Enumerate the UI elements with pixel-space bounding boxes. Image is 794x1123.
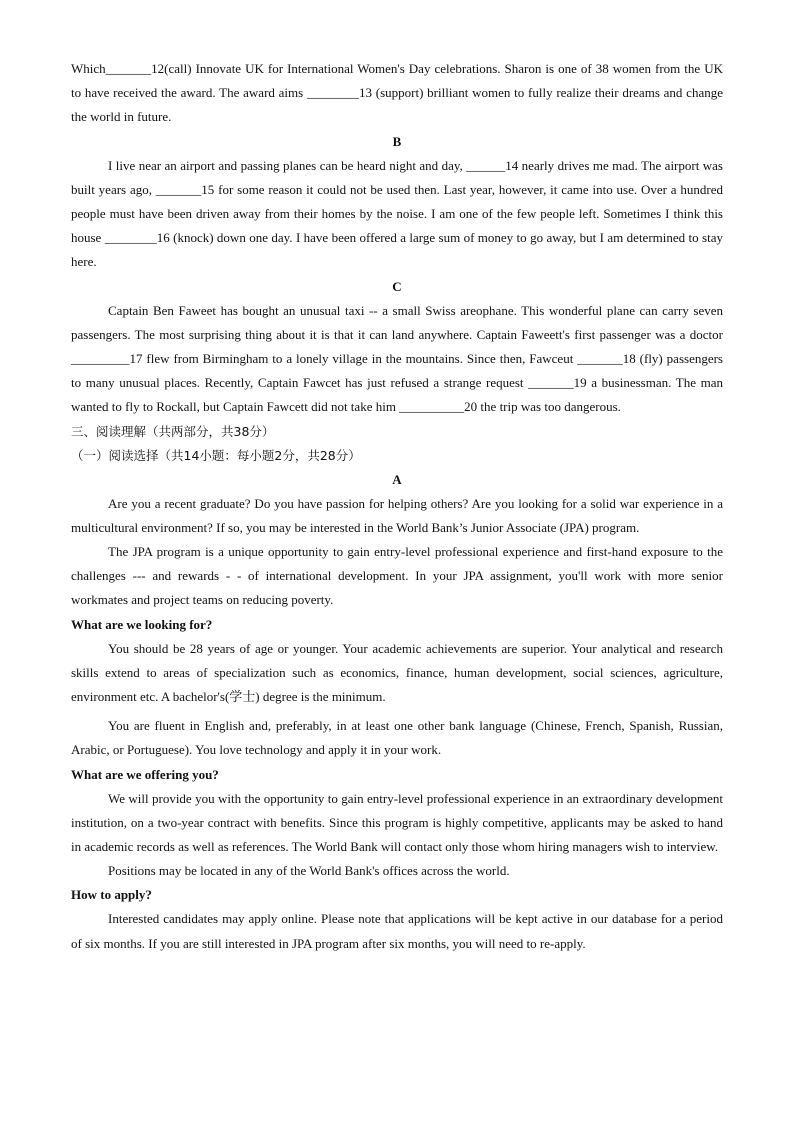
reading-section-title: 三、阅读理解（共两部分，共38分） [71, 423, 275, 439]
reading-paragraph-5: We will provide you with the opportunity to gain entry-level professional experience in an extraordinary development institution, on a two-year contract with benefits. Since this program is highly competitive, applicants may be asked to hand in academic records as well as references. The World Bank will contact only those whom hiring managers wish to interview. [71, 790, 723, 855]
reading-paragraph-6: Positions may be located in any of the World Bank's offices across the world. [108, 863, 510, 879]
reading-paragraph-7: Interested candidates may apply online. Please note that applications will be kept active in our database for a period of six months. If you are still interested in JPA program after six months, you will need to re-apply. [71, 911, 723, 951]
passage-b-title: B [392, 133, 402, 149]
passage-c-title: C [392, 278, 402, 294]
reading-a-title: A [392, 471, 402, 487]
passage-b-paragraph: I live near an airport and passing planes can be heard night and day, ______14 nearly drives me mad. The airport was built years ago, _______15 for some reason it could not be used then. Last year, however, it came into use. Over a hundred people must have been driven away from their homes by the noise. I am one of the few people left. Sometimes I think this house ________16 (knock) down one day. I have been offered a large sum of money to go away, but I am determined to stay here. [71, 157, 723, 270]
reading-paragraph-3: You should be 28 years of age or younger. Your academic achievements are superior. Your analytical and research skills extend to areas of specialization such as economics, finance, human development, social sciences, agriculture, environment etc. A bachelor's(学士) degree is the minimum. [71, 640, 723, 705]
reading-sub-title: （一）阅读选择（共14小题：每小题2分，共28分） [71, 447, 361, 463]
cloze-intro-paragraph: Which_______12(call) Innovate UK for International Women's Day celebrations. Sharon is one of 38 women from the UK to have received the award. The award aims ________13 (support) brilliant women to fully realize their dreams and change the world in future. [71, 61, 723, 125]
document-page [71, 57, 723, 956]
reading-paragraph-1: Are you a recent graduate? Do you have passion for helping others? Are you looking for a solid war experience in a multicultural environment? If so, you may be interested in the World Bank’s Junior Associate (JPA) program. [71, 495, 723, 535]
heading-how-to-apply: How to apply? [71, 887, 152, 903]
heading-looking-for: What are we looking for? [71, 616, 213, 632]
reading-paragraph-2: The JPA program is a unique opportunity to gain entry-level professional experience and first-hand exposure to the challenges --- and rewards - - of international development. In your JPA assignment, you'll work with more senior workmates and project teams on reducing poverty. [71, 544, 723, 608]
passage-c-paragraph: Captain Ben Faweet has bought an unusual taxi -- a small Swiss areophane. This wonderful plane can carry seven passengers. The most surprising thing about it is that it can land anywhere. Captain Faweett's first passenger was a doctor _________17 flew from Birmingham to a lonely village in the mountains. Since then, Fawceut _______18 (fly) passengers to many unusual places. Recently, Captain Fawcet has just refused a strange request _______19 a businessman. The man wanted to fly to Rockall, but Captain Fawcett did not take him __________20 the trip was too dangerous. [71, 302, 723, 415]
reading-paragraph-4: You are fluent in English and, preferably, in at least one other bank language (Chinese, French, Spanish, Russian, Arabic, or Portuguese). You love technology and apply it in your work. [71, 718, 723, 758]
heading-offering: What are we offering you? [71, 766, 219, 782]
